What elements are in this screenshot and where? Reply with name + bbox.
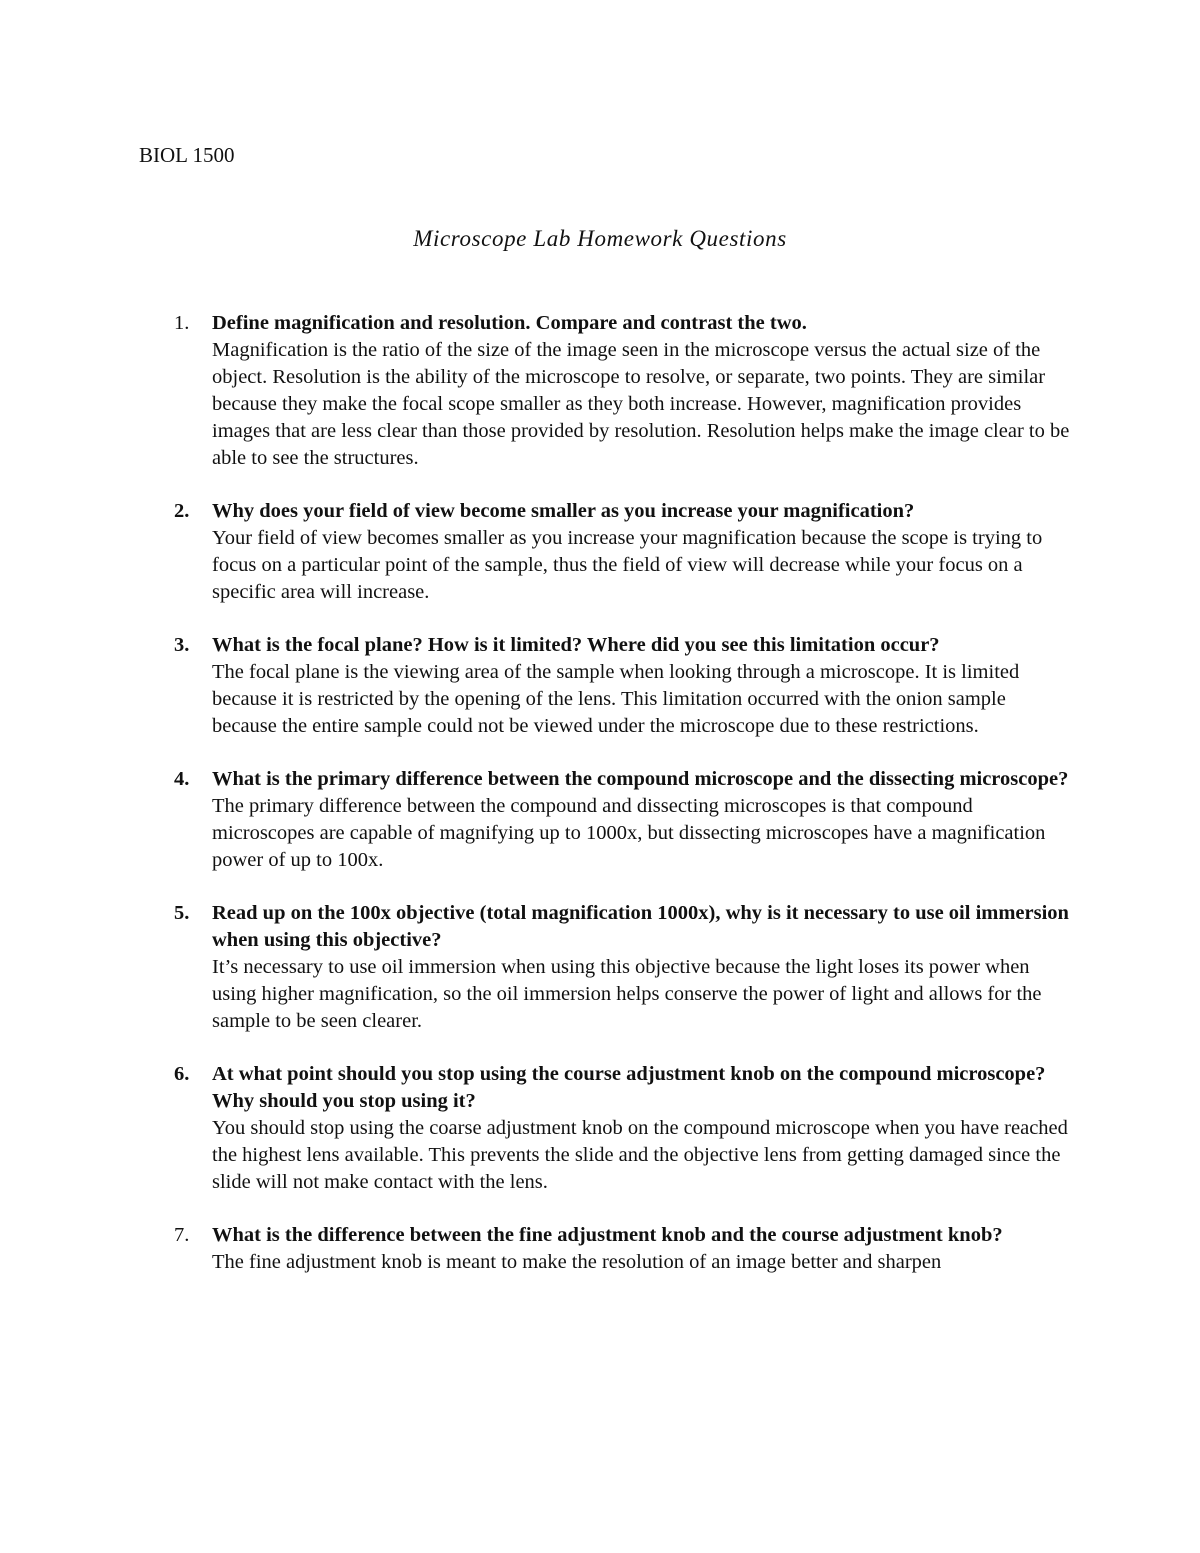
- question-text: Read up on the 100x objective (total magnification 1000x), why is it necessary to use oil immersion when using this objective?: [212, 902, 1069, 951]
- question-item-3: [174, 632, 1072, 740]
- question-list: [174, 310, 1072, 1302]
- answer-text: Magnification is the ratio of the size of the image seen in the microscope versus the actual size of the object. Resolution is the ability of the microscope to resolve, or separate, two points. They are similar because they make the focal scope smaller as they both increase. However, magnification provides images that are less clear than those provided by resolution. Resolution helps make the image clear to be able to see the structures.: [212, 339, 1070, 469]
- question-number: 1.: [174, 312, 190, 334]
- document-title: Microscope Lab Homework Questions: [413, 226, 787, 251]
- question-number: 5.: [174, 902, 190, 924]
- answer-text: Your field of view becomes smaller as you increase your magnification because the scope is trying to focus on a particular point of the sample, thus the field of view will decrease while your focus on a specific area will increase.: [212, 527, 1043, 603]
- question-text: Define magnification and resolution. Compare and contrast the two.: [212, 312, 807, 334]
- question-number: 6.: [174, 1063, 190, 1085]
- answer-text: You should stop using the coarse adjustment knob on the compound microscope when you have reached the highest lens available. This prevents the slide and the objective lens from getting damaged since the slide will not make contact with the lens.: [212, 1117, 1068, 1193]
- answer-text: The focal plane is the viewing area of the sample when looking through a microscope. It is limited because it is restricted by the opening of the lens. This limitation occurred with the onion sample because the entire sample could not be viewed under the microscope due to these restrictions.: [212, 661, 1020, 737]
- question-item-4: [174, 766, 1072, 874]
- question-item-1: [174, 310, 1072, 472]
- question-text: What is the focal plane? How is it limited? Where did you see this limitation occur?: [212, 634, 940, 656]
- question-item-7: [174, 1222, 1072, 1276]
- question-number: 7.: [174, 1224, 190, 1246]
- answer-text: The primary difference between the compound and dissecting microscopes is that compound microscopes are capable of magnifying up to 1000x, but dissecting microscopes have a magnification power of up to 100x.: [212, 795, 1046, 871]
- question-text: What is the primary difference between the compound microscope and the dissecting microscope?: [212, 768, 1069, 790]
- question-number: 4.: [174, 768, 190, 790]
- course-code: BIOL 1500: [139, 143, 235, 167]
- question-item-2: [174, 498, 1072, 606]
- question-item-6: [174, 1061, 1072, 1196]
- question-text: Why does your field of view become smaller as you increase your magnification?: [212, 500, 915, 522]
- answer-text: The fine adjustment knob is meant to make the resolution of an image better and sharpen: [212, 1251, 942, 1273]
- question-text: At what point should you stop using the course adjustment knob on the compound microscope? Why should you stop using it?: [212, 1063, 1046, 1112]
- question-text: What is the difference between the fine adjustment knob and the course adjustment knob?: [212, 1224, 1003, 1246]
- answer-text: It’s necessary to use oil immersion when using this objective because the light loses its power when using higher magnification, so the oil immersion helps conserve the power of light and allows for the sample to be seen clearer.: [212, 956, 1042, 1032]
- question-number: 2.: [174, 500, 190, 522]
- question-item-5: [174, 900, 1072, 1035]
- question-number: 3.: [174, 634, 190, 656]
